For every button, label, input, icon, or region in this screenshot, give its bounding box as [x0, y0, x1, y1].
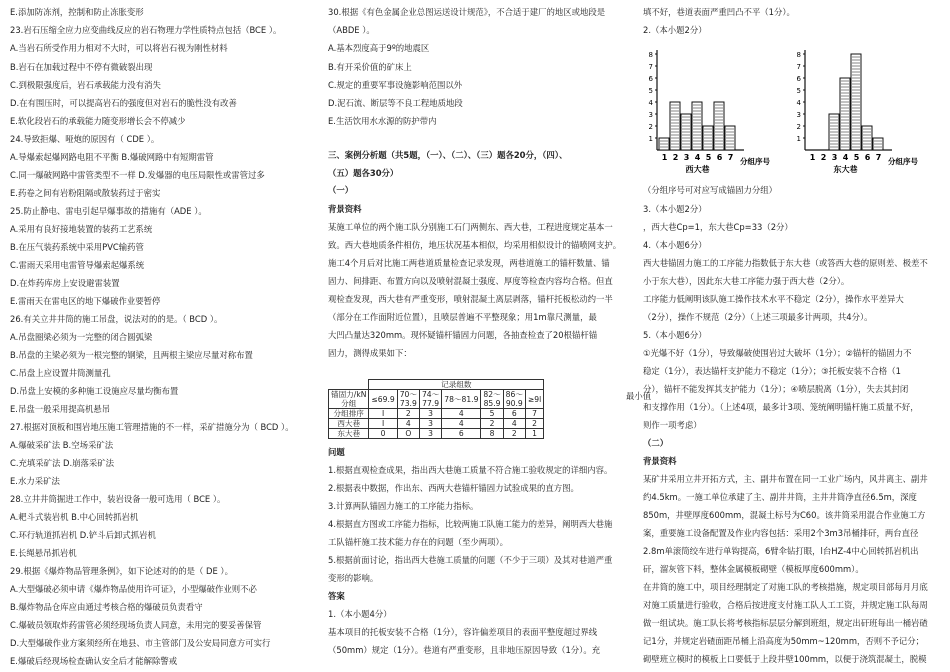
text-line: ，西大巷Cp=1，东大巷Cp=33（2分） — [643, 222, 793, 232]
table-cell: O — [397, 429, 419, 439]
text-line: 3.（本小题2分） — [643, 204, 707, 214]
text-line: E.吊盘一般采用提高机悬吊 — [10, 404, 111, 414]
text-line: E.生活饮用水水源的防护带内 — [328, 116, 437, 126]
text-line: D.大型爆破作业方案须经所在地县、市主管部门及公安局同意方可实行 — [10, 638, 271, 648]
x-axis-suffix: 分组序号 — [740, 157, 770, 166]
table-header-cell: ≤69.9 — [369, 390, 397, 409]
table-header-cell: 82～ 85.9 — [481, 390, 503, 409]
table-cell: 6 — [503, 409, 525, 419]
table-cell: 1 — [525, 429, 543, 439]
text-line: 4.（本小题6分） — [643, 240, 707, 250]
text-line: 案，重要施工设备配置及作业内容包括：采用2个3m3吊桶排矸，两台直径 — [643, 528, 919, 538]
table-cell: Ⅰ — [369, 419, 397, 429]
table-row — [329, 419, 544, 429]
table-row — [329, 429, 544, 439]
y-tick-label: 4 — [796, 99, 801, 107]
x-tick-label: 5 — [853, 153, 860, 162]
x-axis-label: 西大巷 — [685, 165, 710, 174]
text-line: C.到极限强度后，岩石承载能力没有消失 — [10, 80, 161, 90]
text-line: C.吊盘上应设置井筒测量孔 — [10, 368, 111, 378]
x-tick-label: 1 — [661, 153, 668, 162]
table-group-row — [329, 380, 544, 390]
table-group-header: 记录组数 — [369, 380, 544, 390]
table-cell: 2 — [481, 419, 503, 429]
column-left — [10, 0, 315, 672]
table-cell: 5 — [481, 409, 503, 419]
table-cell: 0 — [369, 429, 397, 439]
text-line: E.水力采矿法 — [10, 476, 60, 486]
text-line: （一） — [328, 185, 354, 195]
table-header-cell: ≥9l — [525, 390, 543, 409]
table-cell: 4 — [442, 419, 481, 429]
table-cell: 分组排序 — [329, 409, 369, 419]
x-tick-label: 6 — [716, 153, 723, 162]
text-line: 大凹凸量达320mm。现怀疑锚杆锚固力问题，各抽查检查了20根锚杆锚 — [328, 330, 598, 340]
text-line: 5.（本小题6分） — [643, 330, 707, 340]
y-tick-label: 1 — [648, 135, 653, 143]
x-tick-label: 7 — [727, 153, 734, 162]
text-line: 28.立井井筒掘进工作中，装岩设备一般可选用（ BCE ）。 — [10, 494, 226, 504]
text-line: 1.根据直观检查成果，指出西大巷施工质量不符合施工验收规定的详细内容。 — [328, 465, 613, 475]
text-line: B.在压气装药系统中采用PVC输药管 — [10, 242, 144, 252]
table-side-note: 最小值 — [626, 391, 652, 401]
text-line: 做一组试块。施工队长将考核指标层层分解到班组，规定出矸班每出一桶岩碴 — [643, 618, 928, 628]
y-tick-label: 6 — [648, 75, 653, 83]
text-line: 固力，测得成果如下： — [328, 348, 412, 358]
text-line: 3.计算两队锚固力施工的工序能力指标。 — [328, 501, 479, 511]
table-cell: 东大巷 — [329, 429, 369, 439]
text-line: A.导爆索起爆网路电阻不平衡 B.爆破网路中有短期雷管 — [10, 152, 214, 162]
text-line: 29.根据《爆炸物品管理条例》，如下论述对的的是（ DE ）。 — [10, 566, 233, 576]
text-line: D.在有围压时，可以提高岩石的强度但对岩石的脆性没有改善 — [10, 98, 237, 108]
text-line: ①光爆不好（1分），导致爆破使围岩过大破坏（1分）；②锚杆的锚固力不 — [643, 348, 912, 358]
text-line: （部分在工作面附近位置），且喷层普遍不平整现象；用1m靠尺测量，最 — [328, 312, 597, 322]
y-tick-label: 1 — [796, 135, 801, 143]
text-line: 26.有关立井井筒的施工吊盘，说法对的的是。（ BCD ）。 — [10, 314, 223, 324]
x-tick-label: 5 — [705, 153, 712, 162]
text-line: 2.根据表中数据，作出东、西两大巷锚杆锚固力试验成果的直方图。 — [328, 483, 579, 493]
table-cell: 西大巷 — [329, 419, 369, 429]
table-row — [329, 409, 544, 419]
text-line: C.充填采矿法 D.崩落采矿法 — [10, 458, 115, 468]
text-line: 问题 — [328, 447, 345, 457]
west-histogram — [643, 42, 783, 178]
text-line: 5.根据前面讨论，指出西大巷施工质量的问题（不少于三项）及其对巷道严重 — [328, 555, 613, 565]
text-line: 工序能力低阐明该队施工操作技术水平不稳定（2分），操作水平差异大 — [643, 294, 904, 304]
text-line: D.吊盘上安模的多种施工设施应尽量均衡布置 — [10, 386, 179, 396]
text-line: 和支撑作用（1分）。（上述4项，最多计3项、笼统阐明锚杆施工质量不好， — [643, 402, 919, 412]
y-tick-label: 3 — [648, 111, 653, 119]
text-line: A.基本烈度高于9º的地震区 — [328, 43, 430, 53]
text-line: 工队锚杆施工技术能力存在的问题（至少两项）。 — [328, 537, 509, 547]
table-cell: 6 — [442, 429, 481, 439]
text-line: C.规定的重要军事设施影响范围以外 — [328, 80, 463, 90]
text-line: 固力、间排距、布置方向以及喷射混凝土强度、厚度等检查内容均合格。但直 — [328, 276, 613, 286]
text-line: 矸，溜灰管下料，整体金属模板砌壁（模板厚度600mm）。 — [643, 564, 864, 574]
y-tick-label: 8 — [648, 51, 653, 59]
text-line: 观检查发现，西大巷有严重变形，喷射混凝土离层剥落，锚杆托板松动约一半 — [328, 294, 613, 304]
text-line: C.环行轨道抓岩机 D.铲斗后卸式抓岩机 — [10, 530, 156, 540]
x-tick-label: 6 — [864, 153, 871, 162]
text-line: A.大型爆破必须申请《爆炸物品使用许可证》，小型爆破作业则不必 — [10, 584, 257, 594]
table-cell: 3 — [419, 409, 441, 419]
x-axis-suffix: 分组序号 — [888, 157, 918, 166]
text-line: 记1分，并规定岩碴面距吊桶上沿高度为50mm~120mm，否则不予记分； — [643, 636, 924, 646]
text-line: 则作一项考虑） — [643, 420, 702, 430]
y-tick-label: 5 — [796, 87, 801, 95]
text-line: 施工4个月后对比施工两巷道质量检查记录发现，两巷道施工的锚杆数量、锚 — [328, 258, 610, 268]
text-line: 基本项目的托板安装不合格（1分），容许偏差项目的表面平整度超过界线 — [328, 627, 598, 637]
text-line: A.当岩石所受作用力相对不大时，可以将岩石视为刚性材料 — [10, 43, 228, 53]
text-line: （ABDE ）。 — [328, 25, 375, 35]
table-cell: 3 — [419, 429, 441, 439]
text-line: 某矿井采用立井开拓方式，主、副井布置在同一工业广场内，风井离主、副井 — [643, 474, 928, 484]
text-line: A.爆破采矿法 B.空场采矿法 — [10, 440, 114, 450]
table-header-cell: 78～81.9 — [442, 390, 481, 409]
y-tick-label: 7 — [648, 63, 653, 71]
table-cell: 2 — [397, 409, 419, 419]
text-line: 砌壁班立模时的模板上口要低于上段井壁100mm，以便于浇筑混凝土，脱模 — [643, 654, 927, 664]
table-cell: 8 — [481, 429, 503, 439]
x-tick-label: 4 — [694, 153, 701, 162]
y-tick-label: 2 — [796, 123, 801, 131]
table-cell: 3 — [419, 419, 441, 429]
text-line: （二） — [643, 438, 669, 448]
text-line: B.岩石在加载过程中不停有微破裂出现 — [10, 62, 153, 72]
y-tick-label: 3 — [796, 111, 801, 119]
text-line: 30.根据《有色金属企业总图运送设计规范》，不合适于建厂的地区或地段是 — [328, 7, 606, 17]
text-line: 三、案例分析题（共5题，（一）、（二）、（三）题各20分，（四）、 — [328, 150, 568, 160]
text-line: 分），锚杆不能发挥其支护能力（1分）；④喷层脱离（1分），失去其封闭 — [643, 384, 909, 394]
text-line: E.爆破后经现场检查确认安全后才能解除警戒 — [10, 656, 178, 666]
text-line: B.吊盘的主梁必须为一根完整的钢梁，且两根主梁应尽量对称布置 — [10, 350, 253, 360]
text-line: 小于东大巷），因此东大巷工序能力强于西大巷（2分）。 — [643, 276, 850, 286]
x-tick-label: 2 — [672, 153, 679, 162]
text-line: （分组序号可对应写成锚固力分组） — [643, 185, 777, 195]
text-line: C.雷雨天采用电雷管导爆索起爆系统 — [10, 260, 145, 270]
text-line: 2.8m单滚筒绞车进行单钩提高，6臂伞钻打眼，l台HZ-4中心回转抓岩机出 — [643, 546, 919, 556]
table-header-row — [329, 390, 544, 409]
text-line: 背景资料 — [643, 456, 677, 466]
text-line: B.有开采价值的矿床上 — [328, 62, 412, 72]
text-line: 1.（本小题4分） — [328, 609, 392, 619]
text-line: 答案 — [328, 591, 345, 601]
x-tick-label: 4 — [842, 153, 849, 162]
table-cell: 7 — [525, 409, 543, 419]
table-header-cell: 70～ 73.9 — [397, 390, 419, 409]
x-tick-label: 7 — [875, 153, 882, 162]
y-tick-label: 4 — [648, 99, 653, 107]
text-line: A.采用有良好接地装置的装药工艺系统 — [10, 224, 153, 234]
text-line: 24.导致拒爆、哑炮的原因有（ CDE ）。 — [10, 134, 160, 144]
table-cell: 2 — [503, 429, 525, 439]
table-cell: 4 — [397, 419, 419, 429]
text-line: B.爆炸物品仓库应由通过考核合格的爆破员负责看守 — [10, 602, 203, 612]
y-tick-label: 6 — [796, 75, 801, 83]
text-line: 某施工单位的两个施工队分别施工石门两侧东、西大巷，工程进度规定基本一 — [328, 222, 613, 232]
table-header-cell: 86～ 90.9 — [503, 390, 525, 409]
text-line: E.添加防冻剂，控制和防止冻胀变形 — [10, 7, 144, 17]
text-line: E.软化段岩石的承载能力随变形增长会不停减少 — [10, 116, 186, 126]
text-line: 约4.5km。一施工单位承建了主、副井井筒，主井井筒净直径6.5m，深度 — [643, 492, 917, 502]
text-line: A.耙斗式装岩机 B.中心回转抓岩机 — [10, 512, 139, 522]
text-line: 在井筒的施工中，项目经理制定了对施工队的考核措施，规定项目部每月月底 — [643, 582, 928, 592]
text-line: 稳定（1分），表达锚杆支护能力不稳定（1分）；③托板安装不合格（1 — [643, 366, 901, 376]
table-header-cell: 74～ 77.9 — [419, 390, 441, 409]
text-line: （五）题各30分） — [328, 168, 399, 178]
text-line: 23.岩石压缩全应力应变曲线反应的岩石物理力学性质特点包括（BCE ）。 — [10, 25, 282, 35]
y-tick-label: 7 — [796, 63, 801, 71]
table-cell: Ⅰ — [369, 409, 397, 419]
east-histogram — [791, 42, 941, 178]
text-line: 25.防止静电、雷电引起早爆事故的措施有（ADE ）。 — [10, 206, 207, 216]
text-line: 西大巷锚固力施工的工序能力指数低于东大巷（或答西大巷的原则差、极差不 — [643, 258, 928, 268]
column-middle — [328, 0, 652, 672]
text-line: 27.根据对顶板和围岩地压施工管理措施的不一样，采矿措施分为（ BCD ）。 — [10, 422, 294, 432]
x-axis-label: 东大巷 — [833, 165, 858, 174]
text-line: （2分），操作不规范（2分）（上述三项最多计两项，共4分）。 — [643, 312, 873, 322]
text-line: 致。西大巷地质条件相仿，地压状况基本相似，均采用相似设计的锚喷网支护。 — [328, 240, 622, 250]
x-tick-label: 3 — [683, 153, 690, 162]
text-line: E.长绳悬吊抓岩机 — [10, 548, 77, 558]
text-line: D.泥石流、断层等不良工程地质地段 — [328, 98, 463, 108]
text-line: 2.（本小题2分） — [643, 25, 707, 35]
text-line: C.爆破员领取炸药雷管必须经现场负责人同意，未用完的要妥善保管 — [10, 620, 262, 630]
text-line: 背景资料 — [328, 204, 362, 214]
text-line: E.药卷之间有岩粉阻隔或散装药过于密实 — [10, 188, 161, 198]
text-line: （50mm）规定（1分）。巷道有严重变形，且非地压原因导致（1分）。充 — [328, 645, 601, 655]
text-line: D.在炸药库房上安设避雷装置 — [10, 278, 120, 288]
y-tick-label: 8 — [796, 51, 801, 59]
column-right — [643, 0, 943, 672]
text-line: 填不好，巷道表面严重凹凸不平（1分）。 — [643, 7, 795, 17]
x-tick-label: 2 — [820, 153, 827, 162]
text-line: 变形的影响。 — [328, 573, 379, 583]
table-cell: 2 — [525, 419, 543, 429]
x-tick-label: 3 — [831, 153, 838, 162]
text-line: E.雷雨天在雷电区的地下爆破作业要暂停 — [10, 296, 161, 306]
table-cell: 4 — [442, 409, 481, 419]
text-line: C.同一爆破网路中雷管类型不一样 D.发爆器的电压局限性或雷管过多 — [10, 170, 265, 180]
y-tick-label: 2 — [648, 123, 653, 131]
y-tick-label: 5 — [648, 87, 653, 95]
text-line: A.吊盘圈梁必须为一完整的闭合圆弧梁 — [10, 332, 153, 342]
table-header-cell: 锚固力/kN 分组 — [329, 390, 369, 409]
text-line: 850m，井壁厚度600mm，混凝土标号为C60。该井筒采用混合作业施工方 — [643, 510, 926, 520]
table-cell: 4 — [503, 419, 525, 429]
text-line: 对施工质量进行验收，合格后按进度支付施工队人工工资，并规定施工队每周 — [643, 600, 928, 610]
text-line: 4.根据直方图或工序能力指标，比较两施工队施工能力的差异，阐明西大巷施 — [328, 519, 613, 529]
x-tick-label: 1 — [809, 153, 816, 162]
anchor-force-table — [328, 379, 544, 439]
